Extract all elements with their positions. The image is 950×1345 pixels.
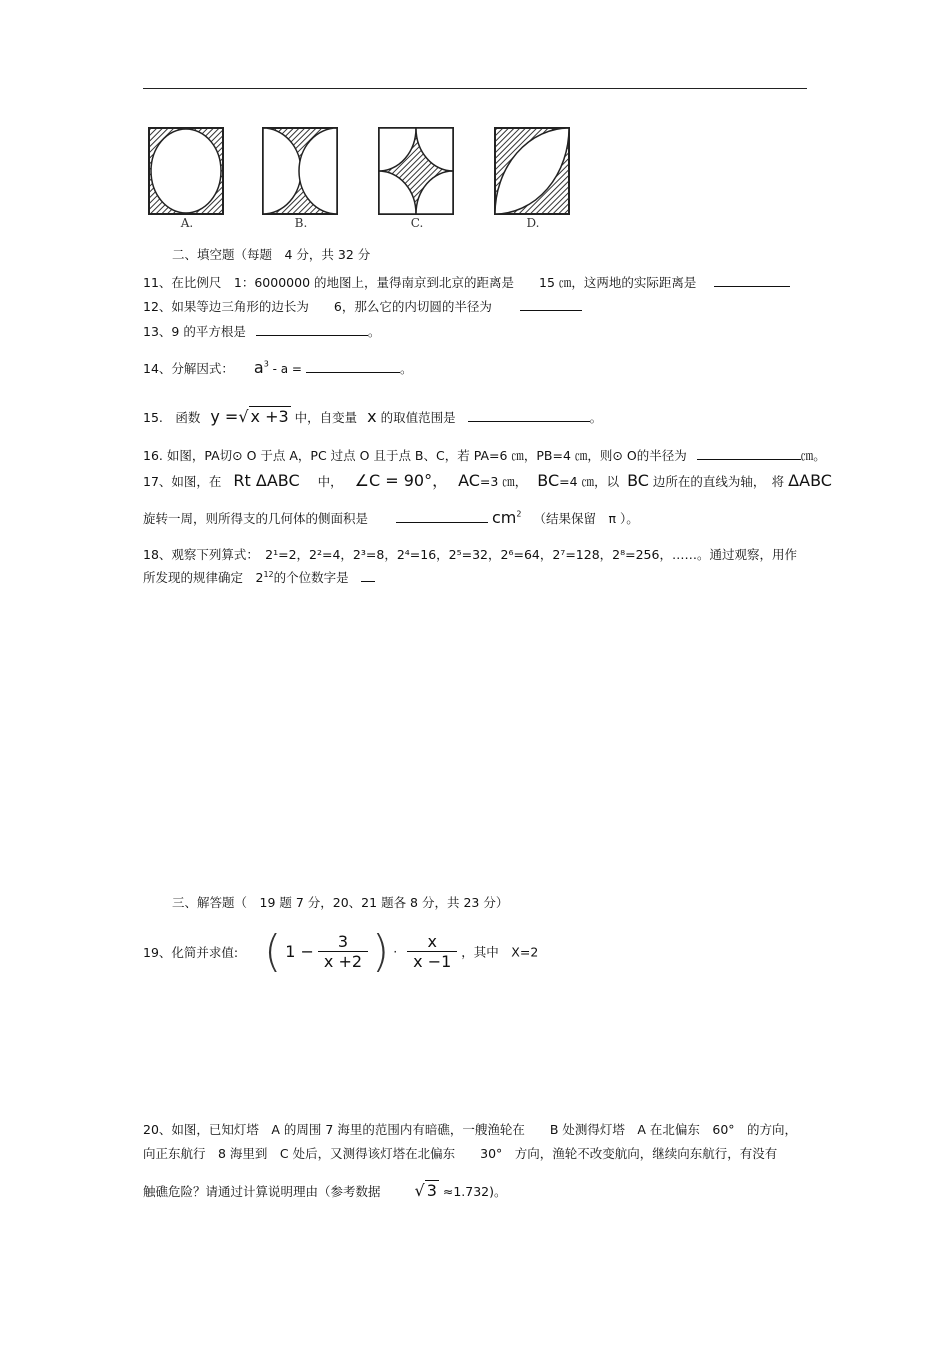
question-17-line2	[143, 508, 639, 527]
question-17-unit	[492, 508, 521, 527]
question-19-text: 19、化简并求值:	[143, 944, 239, 960]
question-12-text: 12、如果等边三角形的边长为 6，那么它的内切圆的半径为	[143, 299, 492, 314]
question-16	[143, 446, 826, 464]
figure-a-label: A.	[180, 216, 194, 230]
expr-one-minus: 1 −	[285, 942, 314, 961]
answer-blank-17[interactable]	[396, 510, 488, 523]
left-paren: (	[264, 926, 282, 977]
question-18	[143, 545, 797, 563]
fraction-2-numerator: x	[407, 932, 457, 952]
question-17-bc2: BC	[627, 471, 649, 490]
figure-c-label: C.	[410, 216, 424, 230]
question-17-line2-text: 旋转一周，则所得支的几何体的侧面积是	[143, 511, 369, 526]
sqrt-sign-20: √	[414, 1181, 425, 1200]
question-17-part1: 17、如图，在	[143, 474, 222, 489]
answer-blank-12[interactable]	[520, 298, 582, 311]
fraction-1	[318, 932, 368, 971]
fraction-1-denominator: x +2	[323, 952, 363, 971]
question-20-line3-prefix: 触礁危险？请通过计算说明理由（参考数据	[143, 1184, 381, 1199]
question-19-expression	[264, 926, 538, 977]
answer-blank-14[interactable]	[306, 360, 400, 373]
figure-d-drawing	[493, 126, 571, 216]
figure-c-drawing	[377, 126, 455, 216]
question-13	[143, 322, 380, 340]
question-17-ac: AC	[458, 471, 480, 490]
unit-exponent: 2	[516, 509, 522, 519]
question-20	[143, 1120, 797, 1138]
unit-cm: cm	[491, 508, 517, 527]
multiply-dot: ·	[393, 944, 398, 959]
question-17-part2: 中，	[317, 474, 343, 489]
answer-blank-11[interactable]	[714, 274, 790, 287]
question-11-text: 11、在比例尺 1：6000000 的地图上，量得南京到北京的距离是 15 ㎝，这两地的实际距离是	[143, 275, 697, 290]
question-17-part3: =3 ㎝，	[479, 474, 528, 489]
question-13-text: 13、9 的平方根是	[143, 324, 246, 339]
figure-d	[493, 120, 573, 230]
answer-blank-16[interactable]	[697, 447, 801, 460]
fraction-2-denominator: x −1	[413, 952, 452, 971]
question-18-line1: 18、观察下列算式： 2¹=2，2²=4，2³=8，2⁴=16，2⁵=32，2⁶=64，2⁷=128，2⁸=256，……。通过观察，用作	[143, 547, 797, 562]
question-20-line1: 20、如图，已知灯塔 A 的周围 7 海里的范围内有暗礁，一艘渔轮在 B 处测得灯塔 A 在北偏东 60° 的方向，	[143, 1122, 798, 1137]
question-15-var: x	[367, 407, 377, 426]
question-17	[143, 468, 832, 491]
right-paren: )	[372, 926, 390, 977]
answer-blank-18[interactable]	[361, 569, 375, 582]
question-18-line2-suffix: 的个位数字是	[273, 570, 349, 585]
question-18-exponent: 12	[263, 569, 274, 579]
question-17-part4: =4 ㎝，以	[559, 474, 620, 489]
section-2-title: 二、填空题（每题 4 分，共 32 分	[172, 247, 371, 262]
question-16-suffix: ㎝。	[800, 448, 826, 463]
section-3-title: 三、解答题（ 19 题 7 分，20、21 题各 8 分，共 23 分）	[172, 895, 509, 910]
fraction-2	[407, 932, 457, 971]
question-15-text: 15. 函数	[143, 410, 201, 425]
question-17-note: （结果保留 π ）。	[533, 511, 639, 526]
question-17-part5: 边所在的直线为轴， 将	[652, 474, 785, 489]
figure-a	[147, 120, 227, 230]
expr-exponent: 3	[263, 359, 269, 369]
figure-options	[143, 120, 593, 245]
question-17-rt: Rt ΔABC	[233, 471, 300, 490]
question-14	[143, 358, 412, 377]
question-17-triangle: ΔABC	[788, 471, 832, 490]
header-rule	[143, 88, 807, 89]
figure-d-label: D.	[526, 216, 540, 230]
answer-blank-15[interactable]	[468, 409, 590, 422]
question-16-text: 16. 如图，PA切⊙ O 于点 A，PC 过点 O 且于点 B、C，若 PA=6 ㎝，PB=4 ㎝，则⊙ O的半径为	[143, 448, 687, 463]
question-20-radicand: 3	[426, 1181, 437, 1200]
question-19	[143, 926, 538, 977]
expr-rest: - a =	[268, 362, 302, 376]
question-17-bc: BC	[537, 471, 560, 490]
question-20-line2-text: 向正东航行 8 海里到 C 处后，又测得该灯塔在北偏东 30° 方向，渔轮不改变航向，继续向东航行，有没有	[143, 1146, 778, 1161]
fraction-1-numerator: 3	[318, 932, 368, 952]
question-17-angle: ∠C = 90°，	[354, 471, 449, 490]
question-12	[143, 297, 582, 315]
question-15-y: y =	[210, 407, 239, 426]
question-15-middle: 中，自变量	[294, 410, 358, 425]
question-14-text: 14、分解因式：	[143, 361, 234, 376]
question-14-expression	[254, 358, 302, 377]
question-13-suffix: 。	[367, 324, 381, 339]
question-15-radicand: x +3	[250, 407, 289, 426]
sqrt-sign: √	[238, 407, 249, 426]
question-20-line2	[143, 1144, 777, 1162]
question-18-line2-prefix: 所发现的规律确定 2	[143, 570, 264, 585]
question-11	[143, 273, 790, 291]
figure-b	[261, 120, 341, 230]
question-18-line2	[143, 568, 375, 586]
question-14-suffix: 。	[399, 361, 413, 376]
question-20-line3-suffix: ≈1.732)。	[442, 1184, 507, 1199]
question-20-line3	[143, 1180, 507, 1200]
expr-a: a	[253, 358, 264, 377]
figure-b-label: B.	[294, 216, 308, 230]
question-15-suffix: 。	[589, 410, 603, 425]
question-19-suffix: ，其中 X=2	[461, 944, 539, 960]
answer-blank-13[interactable]	[256, 323, 368, 336]
figure-b-drawing	[261, 126, 339, 216]
figure-c	[377, 120, 457, 230]
figure-a-drawing	[147, 126, 225, 216]
question-15	[143, 406, 602, 426]
question-15-rest: 的取值范围是	[380, 410, 456, 425]
